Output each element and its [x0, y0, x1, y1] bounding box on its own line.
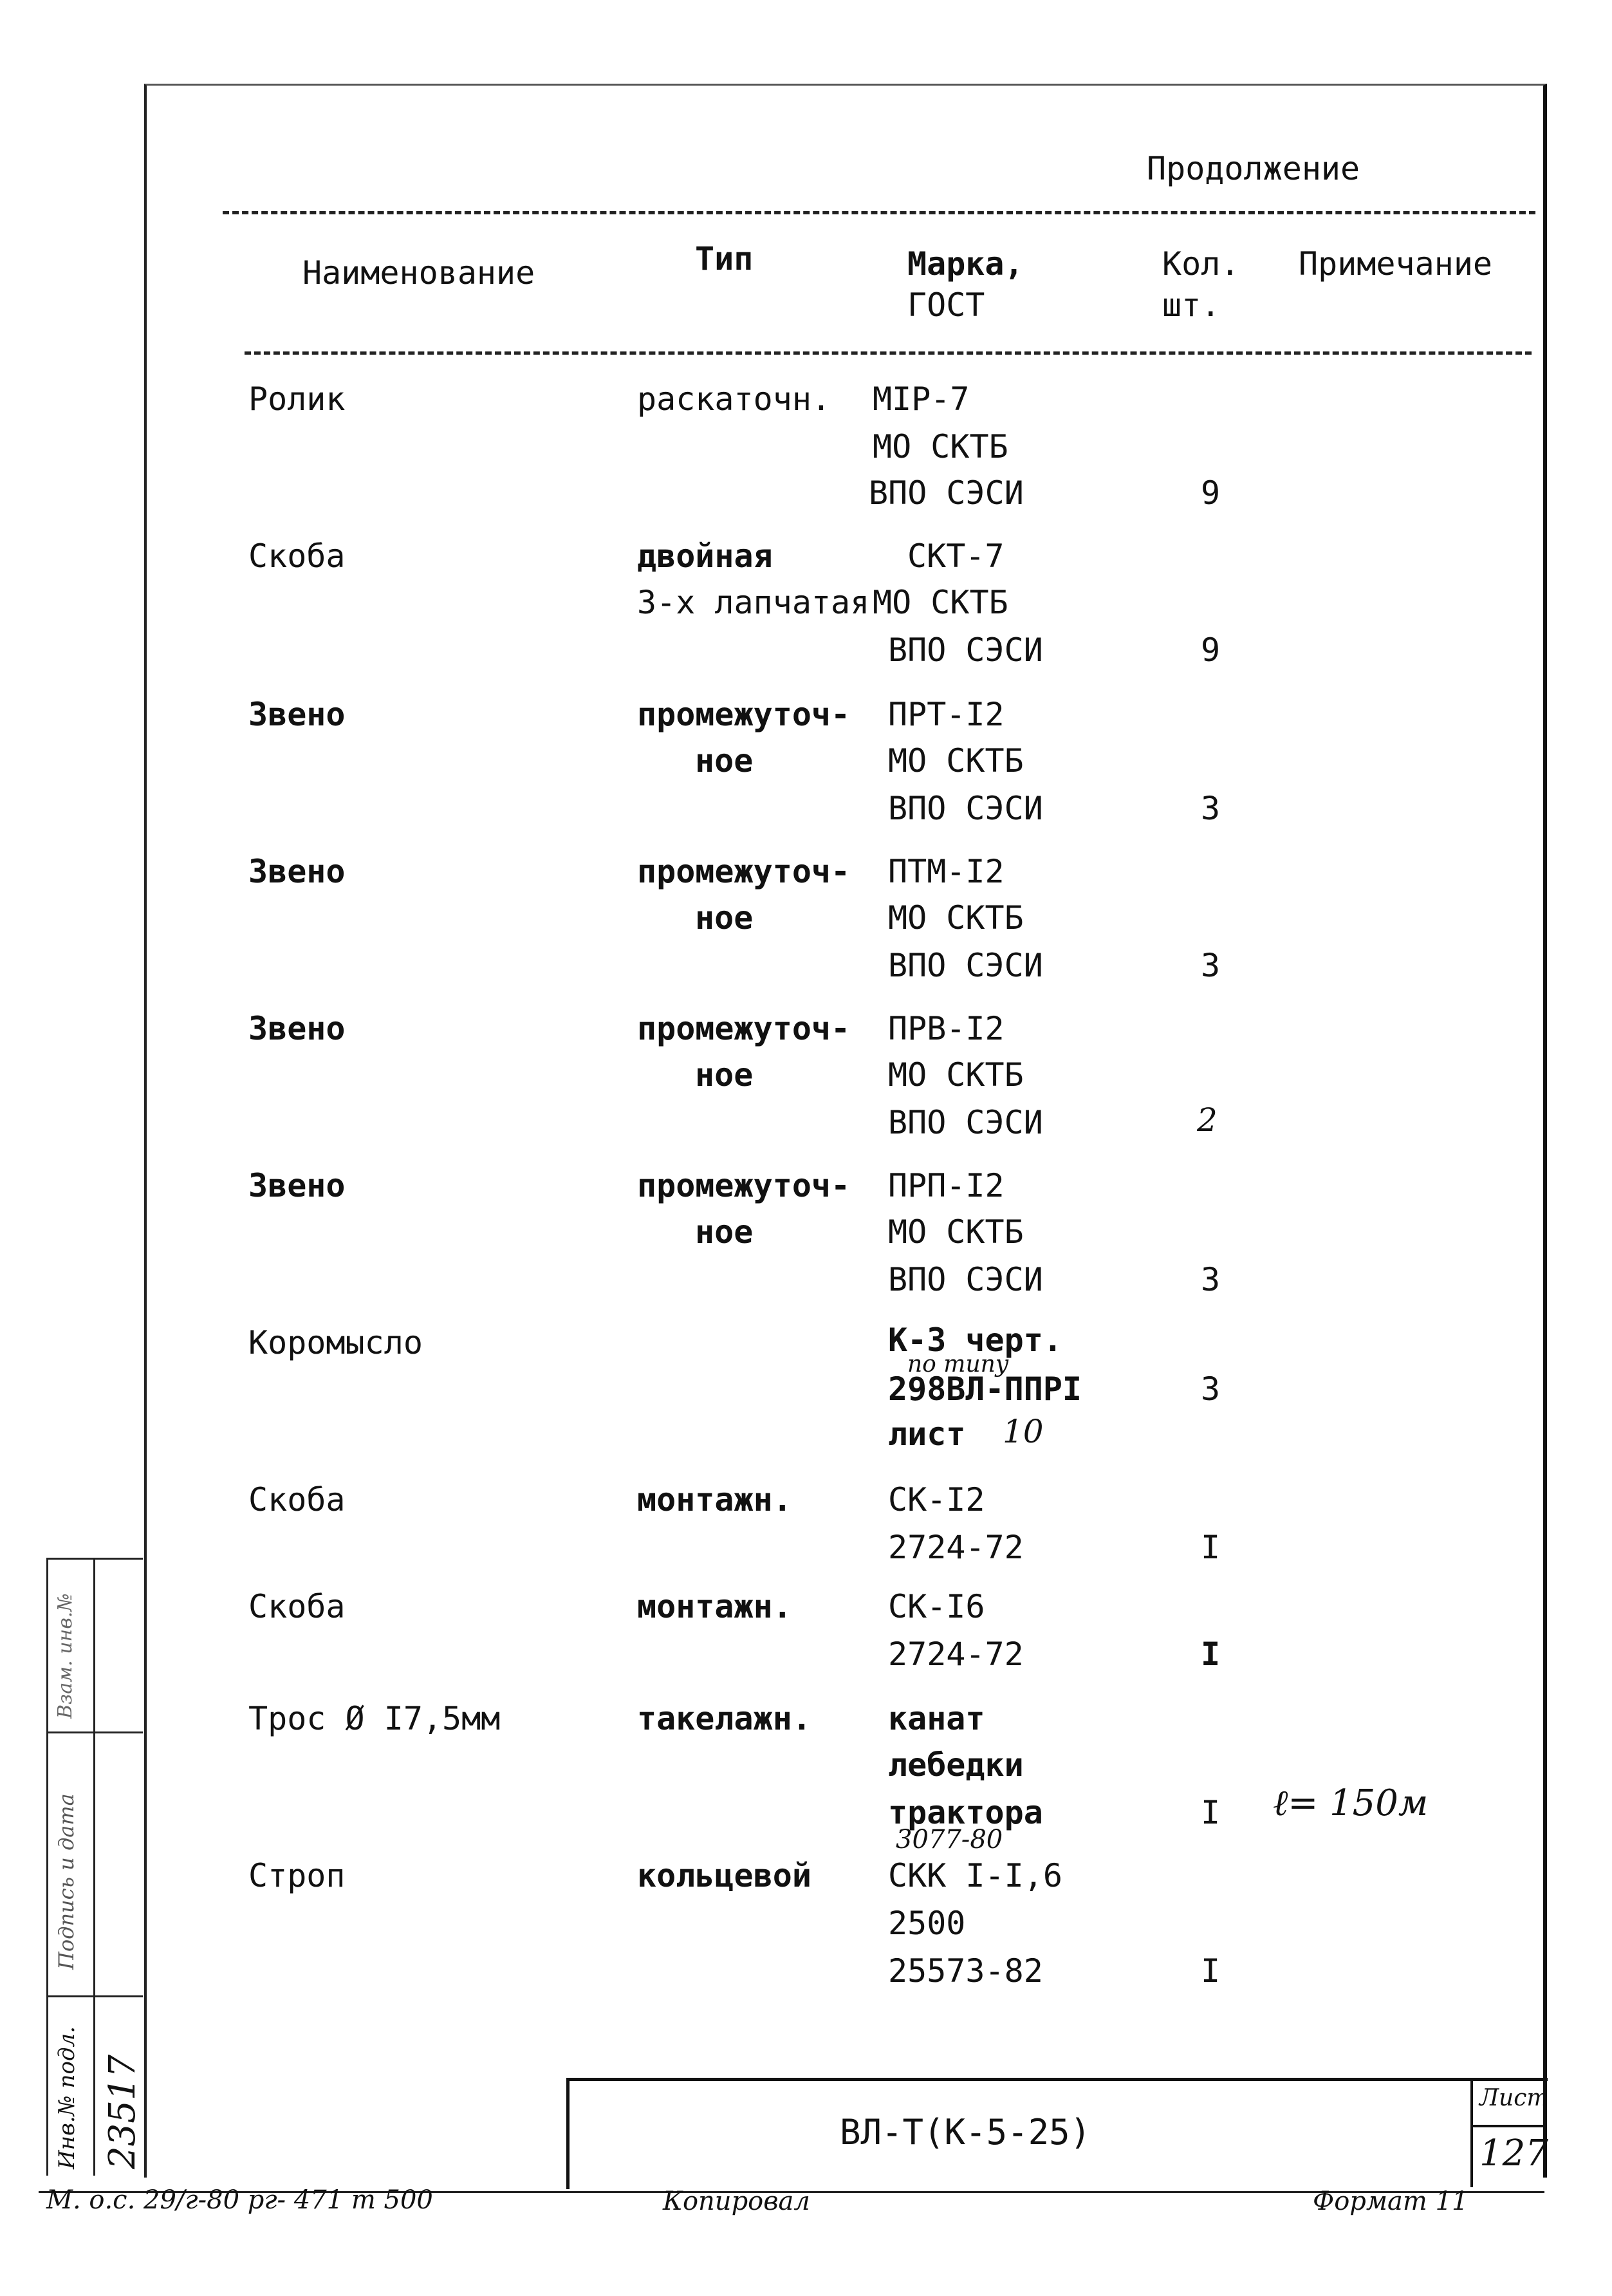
row-mark: 2724-72 [888, 1636, 1024, 1673]
inv-label: Инв.№ подл. [54, 2026, 80, 2169]
document-code: ВЛ-Т(К-5-25) [840, 2112, 1091, 2152]
row-mark: СКК I-I,6 [888, 1857, 1062, 1894]
sheet-divider [1473, 2125, 1547, 2127]
row-name: Скоба [248, 537, 346, 575]
row-type: кольцевой [637, 1857, 811, 1894]
row-qty: 9 [1201, 474, 1221, 512]
row-mark: МО СКТБ [873, 428, 1008, 465]
row-qty: 3 [1201, 947, 1221, 984]
footer-registration: М. о.с. 29/г-80 рг- 471 т 500 [46, 2185, 433, 2215]
row-name: Звено [248, 1167, 346, 1204]
row-mark: ВПО СЭСИ [888, 1104, 1043, 1141]
row-name: Строп [248, 1857, 346, 1894]
row-type: промежуточ- [637, 696, 851, 733]
header-top-divider [223, 211, 1535, 214]
row-mark: МО СКТБ [888, 1213, 1024, 1251]
row-mark: 2500 [888, 1905, 966, 1942]
row-type: ное [695, 1213, 754, 1251]
row-qty: I [1201, 1636, 1221, 1673]
row-mark: канат [888, 1700, 985, 1737]
row-name: Скоба [248, 1588, 346, 1625]
replace-label: Взам. инв.№ [54, 1593, 77, 1719]
row-mark: ПТМ-I2 [888, 853, 1005, 890]
row-name: Трос Ø I7,5мм [248, 1700, 501, 1737]
row-sheet-handwritten: 10 [1003, 1413, 1044, 1450]
sheet-box [1470, 2081, 1547, 2187]
continuation-label: Продолжение [1147, 150, 1360, 187]
title-block [566, 2078, 1548, 2189]
row-type: ное [695, 742, 754, 779]
sheet-label: Лист [1479, 2085, 1549, 2111]
row-name: Звено [248, 853, 346, 890]
row-type: монтажн. [637, 1588, 792, 1625]
row-name: Скоба [248, 1481, 346, 1518]
row-mark: трактора [888, 1794, 1043, 1831]
row-mark: СКТ-7 [907, 537, 1005, 575]
col-header-qty: Кол. [1162, 245, 1240, 283]
header-bottom-divider [245, 351, 1532, 355]
footer-copied: Копировал [663, 2187, 810, 2216]
row-qty-handwritten: 2 [1197, 1101, 1218, 1139]
row-mark: МО СКТБ [888, 899, 1024, 937]
row-mark: МО СКТБ [888, 742, 1024, 779]
row-name: Ролик [248, 380, 346, 418]
row-type: 3-х лапчатая [637, 584, 870, 621]
row-qty: 9 [1201, 631, 1221, 669]
row-type: ное [695, 899, 754, 937]
row-qty: I [1201, 1794, 1221, 1831]
row-name: Коромысло [248, 1324, 423, 1361]
row-mark: ПРВ-I2 [888, 1010, 1005, 1047]
row-mark: ПРТ-I2 [888, 696, 1005, 733]
row-name: Звено [248, 696, 346, 733]
sign-label: Подпись и дата [54, 1793, 79, 1970]
side-divider [46, 1995, 143, 1997]
inv-number: 23517 [102, 2054, 144, 2169]
row-type: промежуточ- [637, 1167, 851, 1204]
row-note-handwritten: ℓ= 150м [1273, 1782, 1429, 1824]
col-header-name: Наименование [302, 254, 535, 292]
row-mark: 25573-82 [888, 1952, 1043, 1990]
row-mark: лист [888, 1415, 966, 1453]
col-header-mark: Марка, [907, 245, 1024, 283]
row-mark: ВПО СЭСИ [869, 474, 1024, 512]
row-mark: 2724-72 [888, 1529, 1024, 1566]
row-mark: лебедки [888, 1746, 1024, 1784]
drawing-frame [144, 84, 1547, 2178]
col-header-qty-unit: шт. [1162, 286, 1221, 324]
row-type: двойная [637, 537, 773, 575]
row-type: такелажн. [637, 1700, 811, 1737]
row-mark-handwritten: по типу [907, 1351, 1009, 1377]
row-mark: ВПО СЭСИ [888, 790, 1043, 827]
row-qty: 3 [1201, 1261, 1221, 1298]
side-divider [46, 1558, 143, 1560]
col-header-note: Примечание [1299, 245, 1493, 283]
row-mark-handwritten: 3077-80 [896, 1825, 1003, 1854]
row-qty: 3 [1201, 1370, 1221, 1408]
row-name: Звено [248, 1010, 346, 1047]
row-mark: СК-I6 [888, 1588, 985, 1625]
col-header-gost: ГОСТ [907, 286, 985, 324]
col-header-type: Тип [695, 240, 754, 277]
row-mark: К-3 черт. [888, 1321, 1062, 1359]
row-qty: 3 [1201, 790, 1221, 827]
row-type: промежуточ- [637, 853, 851, 890]
row-type: раскаточн. [637, 380, 831, 418]
footer-format: Формат 11 [1313, 2187, 1468, 2216]
row-mark: ВПО СЭСИ [888, 631, 1043, 669]
sheet-number: 127 [1479, 2133, 1548, 2174]
row-mark: МО СКТБ [888, 1056, 1024, 1094]
row-mark: ВПО СЭСИ [888, 947, 1043, 984]
side-divider [46, 1731, 143, 1733]
row-mark: ВПО СЭСИ [888, 1261, 1043, 1298]
side-stamp [46, 1558, 143, 2176]
row-mark: ПРП-I2 [888, 1167, 1005, 1204]
row-type: ное [695, 1056, 754, 1094]
row-mark: МIР-7 [873, 380, 970, 418]
row-qty: I [1201, 1952, 1221, 1990]
row-type: монтажн. [637, 1481, 792, 1518]
row-mark: МО СКТБ [873, 584, 1008, 621]
row-type: промежуточ- [637, 1010, 851, 1047]
row-mark: 298ВЛ-ППРI [888, 1370, 1082, 1408]
row-qty: I [1201, 1529, 1221, 1566]
row-mark: СК-I2 [888, 1481, 985, 1518]
